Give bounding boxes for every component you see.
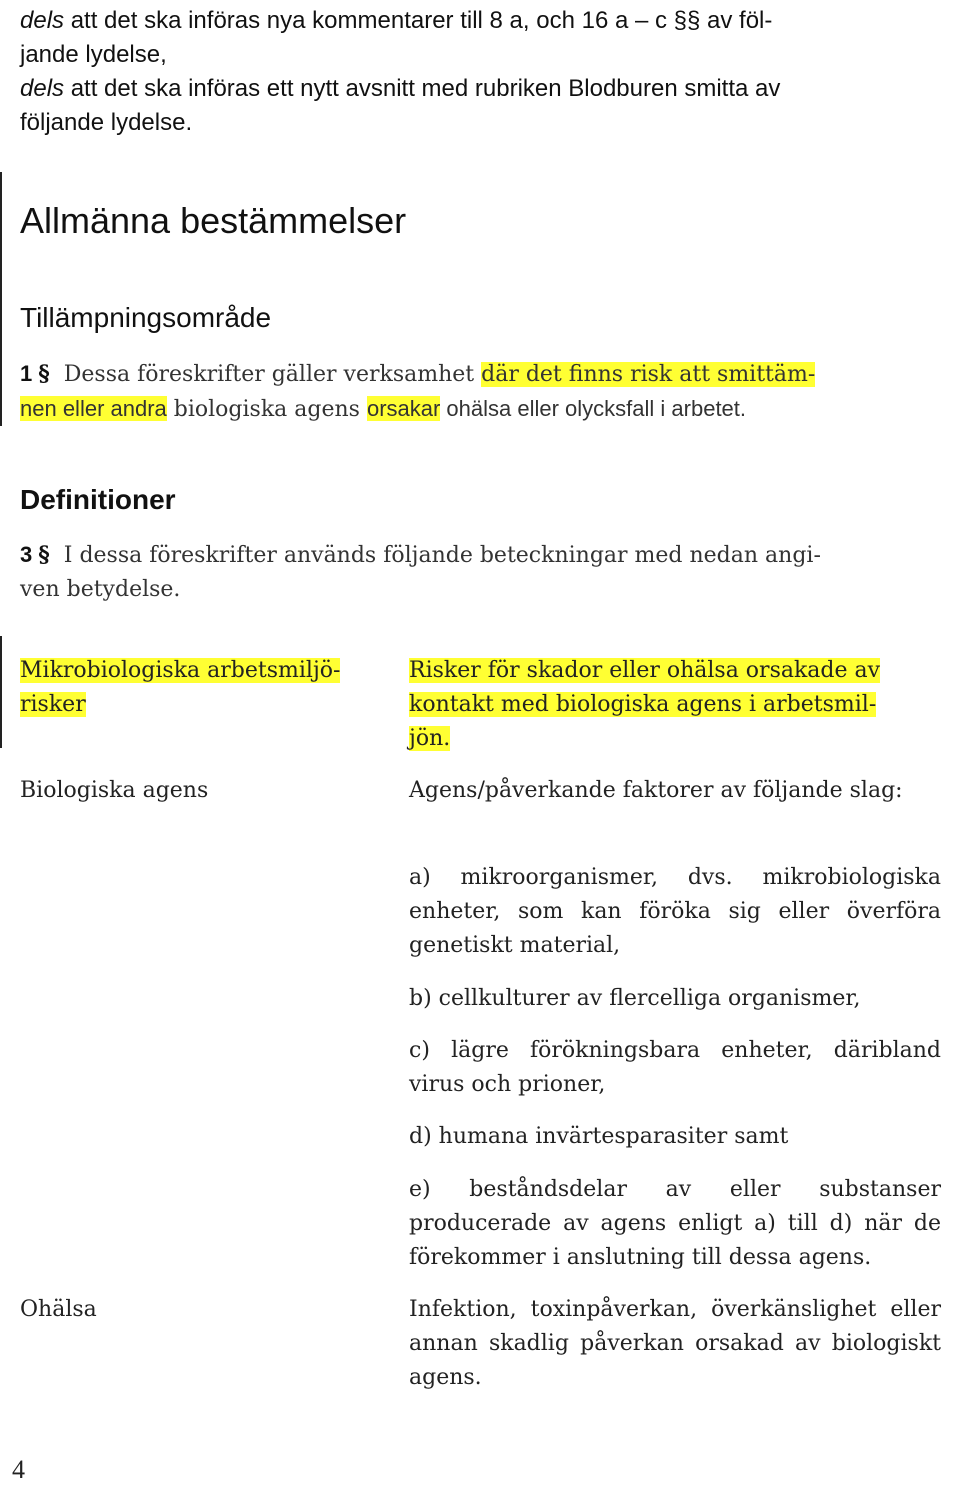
def1-line3: jön.	[409, 726, 451, 751]
section3-heading: Definitioner	[20, 484, 176, 515]
section1-number: 1	[20, 361, 33, 386]
definition-item-e: e) beståndsdelar av eller substanser producerade av agens enligt a) till d) när de förekommer i anslutning till dessa agens.	[409, 1177, 941, 1270]
definition-ohalsa: Infektion, toxinpåverkan, överkänslighet eller annan skadlig påverkan orsakad av biologiskt agens.	[409, 1297, 941, 1390]
change-bar-top	[0, 172, 2, 426]
section-symbol: §	[38, 361, 50, 387]
intro-line-4: följande lydelse.	[20, 109, 193, 136]
section1-text-c: ohälsa eller olycksfall i arbetet.	[440, 396, 747, 421]
definition-item-b: b) cellkulturer av flercelliga organismer,	[409, 986, 861, 1011]
term-ohalsa: Ohälsa	[20, 1297, 97, 1322]
def1-line1: Risker för skador eller ohälsa orsakade av	[409, 658, 881, 683]
intro-line-1: att det ska införas nya kommentarer till 8 a, och 16 a – c §§ av föl-	[64, 7, 773, 34]
intro-line-2: jande lydelse,	[20, 41, 167, 68]
intro-line-3: att det ska införas ett nytt avsnitt med rubriken Blodburen smitta av	[64, 75, 781, 102]
section3-number: 3	[20, 542, 33, 567]
section3-paragraph	[20, 538, 940, 607]
intro-em-2: dels	[20, 75, 65, 102]
section1-heading: Tillämpningsområde	[20, 302, 272, 333]
definition-item-a: a) mikroorganismer, dvs. mikrobiologiska enheter, som kan föröka sig eller överföra genetiskt material,	[409, 865, 941, 958]
section3-text: I dessa föreskrifter används följande beteckningar med nedan angi-	[63, 543, 821, 568]
section1-highlight-a: där det finns risk att smittäm-	[481, 362, 816, 387]
definition-item-d: d) humana invärtesparasiter samt	[409, 1124, 789, 1149]
section1-text-a: Dessa föreskrifter gäller verksamhet	[63, 362, 482, 387]
main-heading: Allmänna bestämmelser	[20, 200, 407, 241]
change-bar-bottom	[0, 636, 2, 748]
intro-em-1: dels	[20, 7, 65, 34]
section-symbol: §	[38, 542, 50, 568]
term-biologiska-agens: Biologiska agens	[20, 778, 209, 803]
term1-line1: Mikrobiologiska arbetsmiljö-	[20, 658, 341, 683]
term1-line2: risker	[20, 692, 86, 717]
page-number: 4	[12, 1455, 25, 1484]
section1-paragraph	[20, 357, 940, 427]
section1-highlight-b: nen eller andra	[20, 396, 167, 421]
def1-line2: kontakt med biologiska agens i arbetsmil-	[409, 692, 877, 717]
section1-text-b: biologiska agens	[166, 397, 367, 422]
definition-mikrobiologiska	[409, 654, 941, 756]
definition-item-c: c) lägre förökningsbara enheter, däribland virus och prioner,	[409, 1038, 941, 1097]
intro-text	[20, 4, 940, 140]
term-mikrobiologiska	[20, 654, 380, 722]
definition-biologiska-agens: Agens/påverkande faktorer av följande slag:	[409, 778, 903, 803]
section1-highlight-c: orsakar	[366, 396, 441, 421]
section3-text-2: ven betydelse.	[20, 577, 181, 602]
